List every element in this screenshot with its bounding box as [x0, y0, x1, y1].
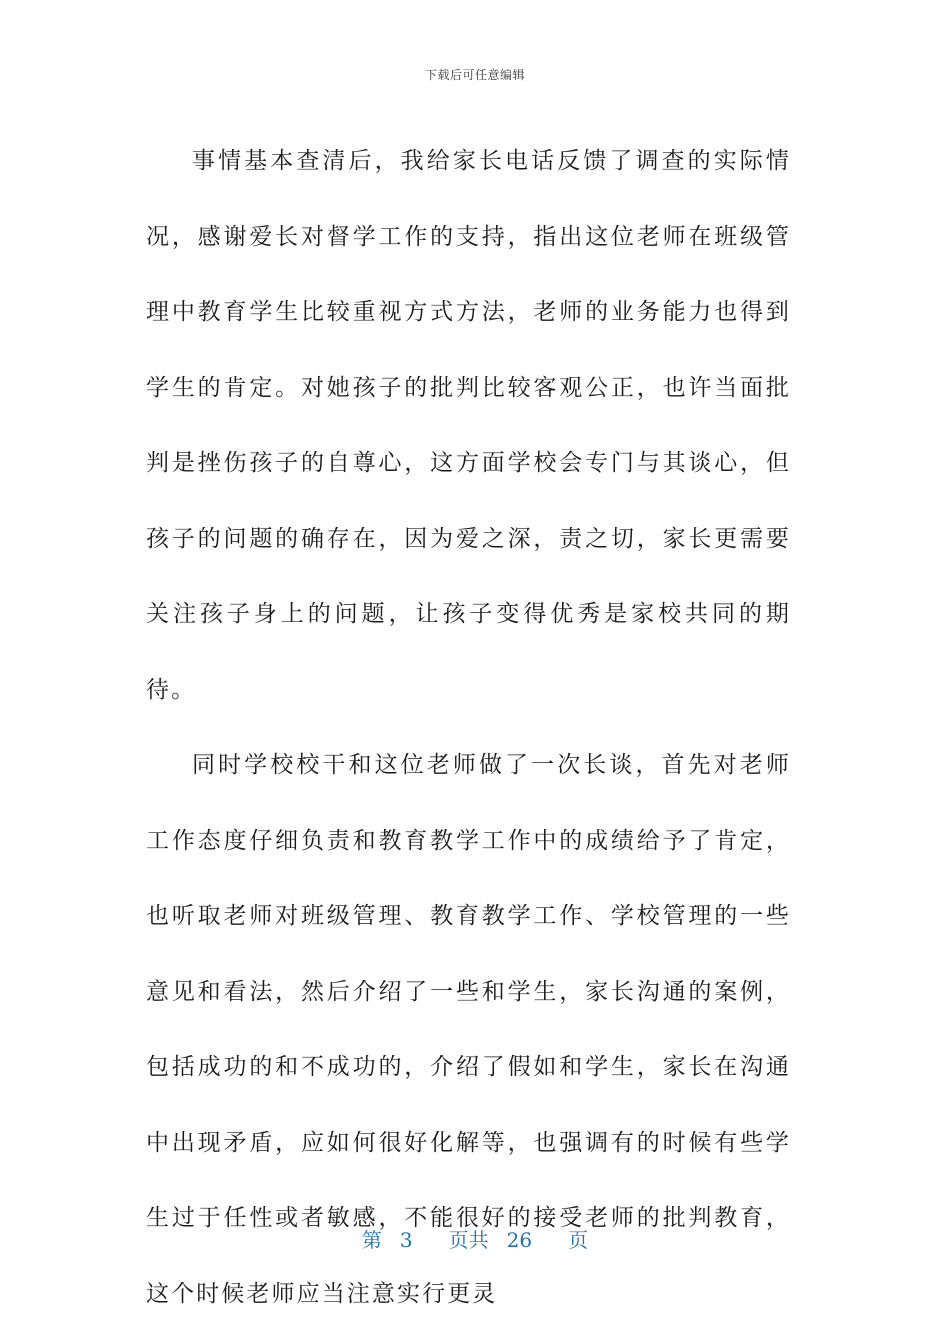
- document-body: [146, 124, 791, 1332]
- footer-label-total: 页共: [448, 1228, 489, 1252]
- footer-label-page: 第: [361, 1228, 382, 1252]
- footer-label-end: 页: [568, 1228, 589, 1252]
- paragraph-1: 事情基本查清后，我给家长电话反馈了调查的实际情况，感谢爱长对督学工作的支持，指出这位老师在班级管理中教育学生比较重视方式方法，老师的业务能力也得到学生的肯定。对她孩子的批判比较客观公正，也许当面批判是挫伤孩子的自尊心，这方面学校会专门与其谈心，但孩子的问题的确存在，因为爱之深，责之切，家长更需要关注孩子身上的问题，让孩子变得优秀是家校共同的期待。: [146, 148, 791, 703]
- paragraph-2: 同时学校校干和这位老师做了一次长谈，首先对老师工作态度仔细负责和教育教学工作中的成绩给予了肯定，也听取老师对班级管理、教育教学工作、学校管理的一些意见和看法，然后介绍了一些和学生，家长沟通的案例，包括成功的和不成功的，介绍了假如和学生，家长在沟通中出现矛盾，应如何很好化解等，也强调有的时候有些学生过于任性或者敏感，不能很好的接受老师的批判教育，这个时候老师应当注意实行更灵: [146, 752, 791, 1307]
- footer-total-pages: 26: [506, 1228, 533, 1252]
- footer-current-page: 3: [399, 1228, 413, 1252]
- header-note: 下载后可任意编辑: [424, 68, 525, 82]
- page-footer: [0, 1224, 950, 1253]
